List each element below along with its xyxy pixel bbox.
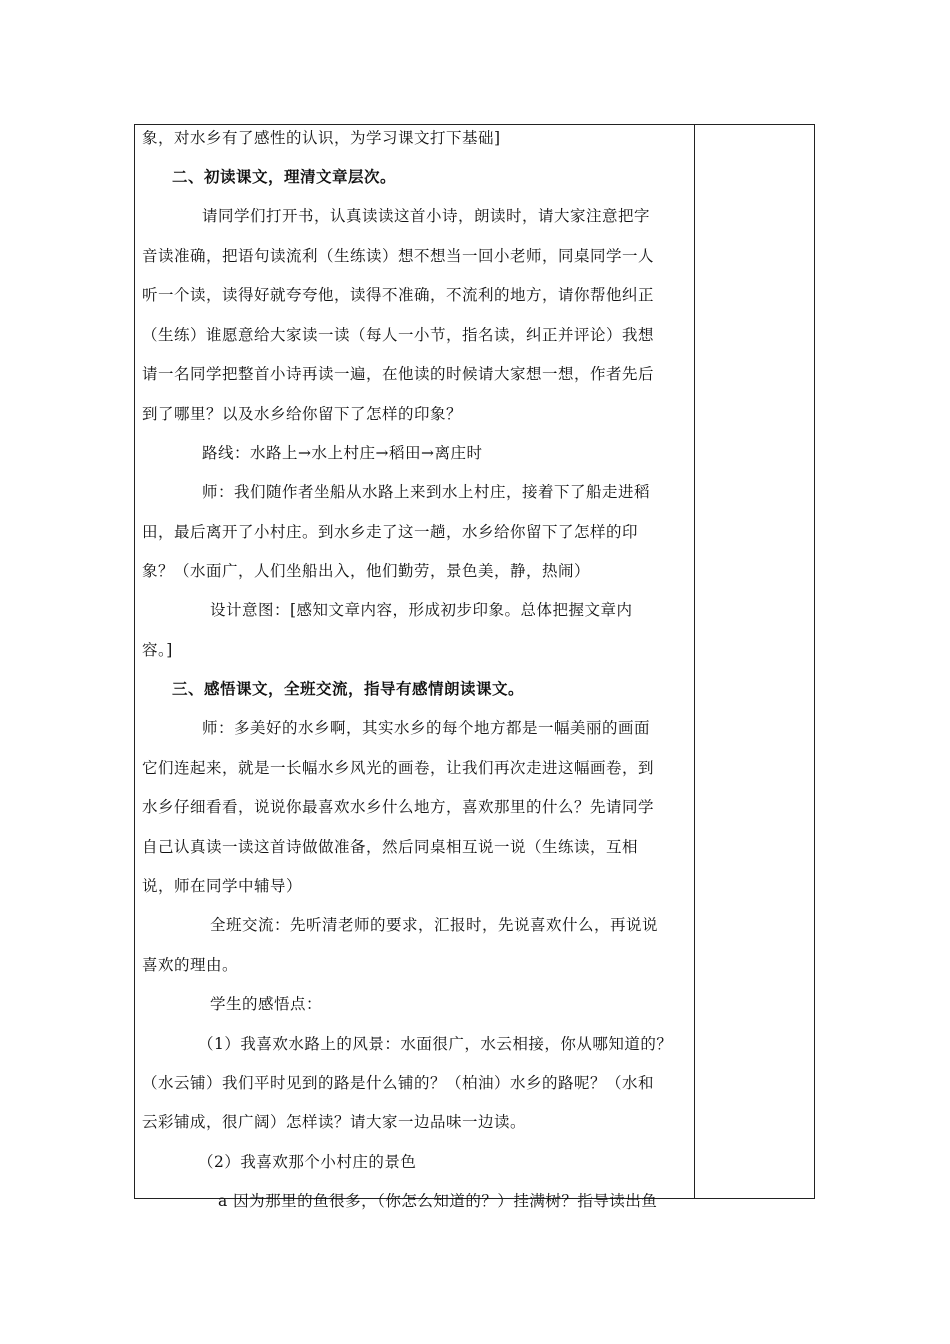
text-line: 请一名同学把整首小诗再读一遍，在他读的时候请大家想一想，作者先后	[142, 365, 655, 383]
text-line: 象？（水面广，人们坐船出入，他们勤劳，景色美，静，热闹）	[142, 562, 591, 580]
text-line: （水云铺）我们平时见到的路是什么铺的？（柏油）水乡的路呢？（水和	[142, 1074, 655, 1092]
text-line: 喜欢的理由。	[142, 956, 239, 974]
text-line: 田，最后离开了小村庄。到水乡走了这一趟，水乡给你留下了怎样的印	[142, 523, 639, 541]
text-line: （生练）谁愿意给大家读一读（每人一小节，指名读，纠正并评论）我想	[142, 326, 655, 344]
section-heading: 三、感悟课文，全班交流，指导有感情朗读课文。	[172, 679, 525, 698]
text-line: 它们连起来，就是一长幅水乡风光的画卷，让我们再次走进这幅画卷，到	[142, 759, 655, 777]
text-line: 云彩铺成，很广阔）怎样读？请大家一边品味一边读。	[142, 1113, 527, 1131]
text-line: 设计意图：[感知文章内容，形成初步印象。总体把握文章内	[210, 601, 633, 619]
text-line: 路线：水路上→水上村庄→稻田→离庄时	[202, 444, 483, 462]
text-line: 音读准确，把语句读流利（生练读）想不想当一回小老师，同桌同学一人	[142, 247, 655, 265]
notes-cell	[695, 125, 814, 1198]
text-line: a 因为那里的鱼很多，（你怎么知道的？）挂满树？指导读出鱼	[218, 1192, 658, 1210]
text-line: 象，对水乡有了感性的认识，为学习课文打下基础]	[142, 129, 501, 147]
section-heading: 二、初读课文，理清文章层次。	[172, 167, 397, 186]
lesson-table	[134, 124, 815, 1210]
text-line: 全班交流：先听清老师的要求，汇报时，先说喜欢什么，再说说	[210, 916, 659, 934]
text-line: 自己认真读一读这首诗做做准备，然后同桌相互说一说（生练读，互相	[142, 838, 639, 856]
text-line: 听一个读，读得好就夸夸他，读得不准确，不流利的地方，请你帮他纠正	[142, 286, 655, 304]
text-line: （2）我喜欢那个小村庄的景色	[198, 1153, 417, 1171]
text-line: 说，师在同学中辅导）	[142, 877, 303, 895]
text-line: 师：我们随作者坐船从水路上来到水上村庄，接着下了船走进稻	[202, 483, 651, 501]
text-line: 师：多美好的水乡啊，其实水乡的每个地方都是一幅美丽的画面	[202, 719, 651, 737]
text-line: 水乡仔细看看，说说你最喜欢水乡什么地方，喜欢那里的什么？先请同学	[142, 798, 655, 816]
text-line: 学生的感悟点：	[210, 995, 323, 1013]
text-line: （1）我喜欢水路上的风景：水面很广，水云相接，你从哪知道的？	[198, 1035, 673, 1053]
text-line: 容。]	[142, 641, 173, 659]
text-line: 到了哪里？以及水乡给你留下了怎样的印象？	[142, 405, 463, 423]
text-line: 请同学们打开书，认真读读这首小诗，朗读时，请大家注意把字	[202, 207, 651, 225]
